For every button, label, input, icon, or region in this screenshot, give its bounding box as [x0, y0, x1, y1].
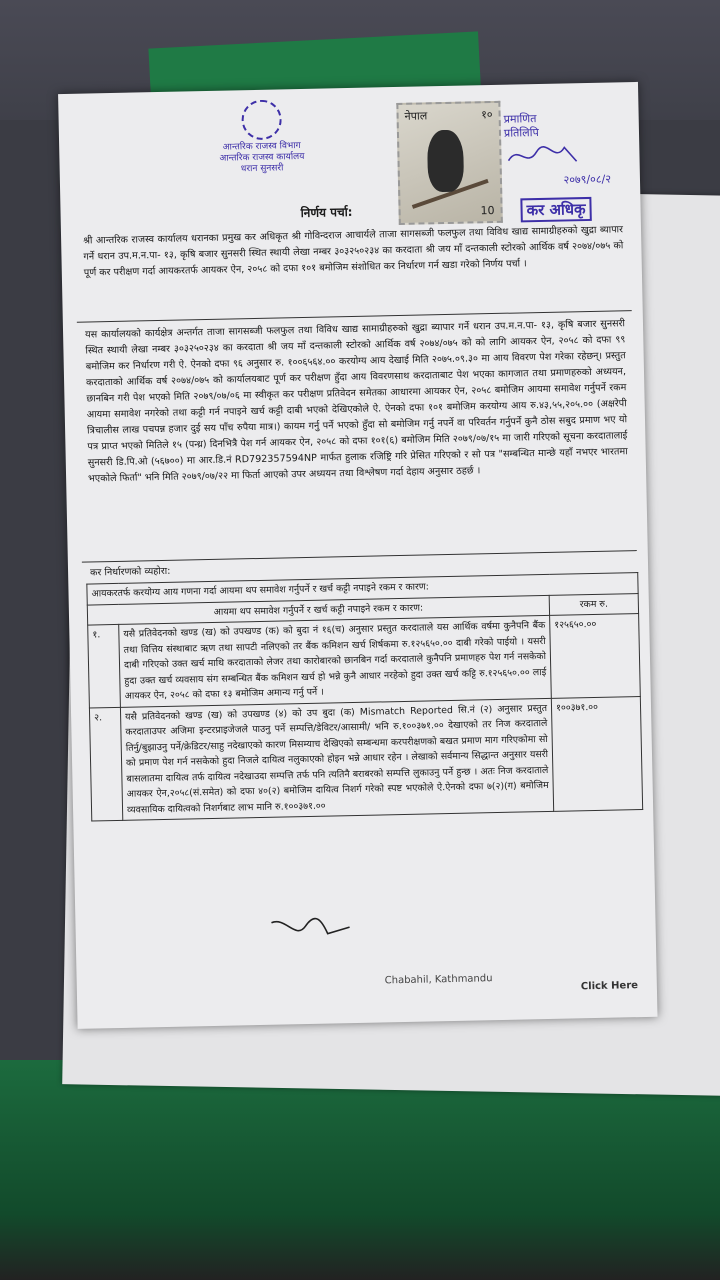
document-page: [58, 82, 657, 1029]
row-text: यसै प्रतिवेदनको खण्ड (ख) को उपखण्ड (क) को बुदा नं १६(च) अनुसार प्रस्तुत करदाताले यस आर्थिक वर्षमा कुनैपनि बैंक तथा वित्तिय संस्थाबाट ऋण तथा सापटी नलिएको तर बैंक कमिशन खर्च शिर्षकमा रु.१२५६५०.०० दाबी गरेको पाईयो । यसरी दाबी गरिएको उक्त खर्च माथि करदाताको लेजर तथा कारोबारको छानबिन गर्दा करदाताले कुनैपनि प्रमाणहरु पेश गर्न नसकेको हुदा उक्त खर्च व्यवसाय संग सम्बन्धित बैंक कमिशन खर्च हो भन्ने कुनै आधार नरहेको हुदा उक्त खर्च कट्टि रु.१२५६५०.०० लाई आयकर ऐन, २०५८ को दफा १३ बमोजिम अमान्य गर्नु पर्ने ।: [119, 615, 552, 707]
signature-icon: [265, 913, 356, 945]
footer-address: Chabahil, Kathmandu: [384, 973, 493, 987]
seal-line-3: धरान सुनसरी: [240, 163, 284, 175]
row-amount: १००३७१.००: [551, 696, 642, 811]
row-number: १.: [88, 624, 121, 707]
note-date: २०७९/०८/२: [563, 172, 612, 187]
seal-line-1: आन्तरिक राजस्व विभाग: [222, 141, 301, 153]
header-amount: रकम रु.: [549, 593, 638, 615]
handwritten-signature-icon: [504, 139, 585, 171]
office-seal: [208, 99, 315, 196]
stamp-value-top: १०: [480, 107, 493, 122]
officer-stamp: कर अधिकृ: [520, 197, 591, 222]
note-line-2: प्रतिलिपि: [503, 126, 539, 140]
click-here-link[interactable]: Click Here: [580, 980, 639, 993]
seal-line-2: आन्तरिक राजस्व कार्यालय: [219, 151, 305, 164]
bird-icon: [427, 130, 464, 193]
intro-paragraph: श्री आन्तरिक राजस्व कार्यालय धरानका प्रमुख कर अधिकृत श्री गोविन्दराज आचार्यले ताजा सागसब्जी फलफुल तथा विविध खाद्य सामाग्रीहरुको खुद्रा ब्यापार गर्ने धरान उप.म.न.पा- १३, कृषि बजार सुनसरी स्थित स्थायी लेखा नम्बर ३०३२५०२३४ का करदाता श्री जय माँ दन्तकाली स्टोरको आर्थिक वर्ष २०७४/०७५ को पूर्ण कर परीक्षण गर्दा आयकरतर्फ आयकर ऐन, २०५८ को दफा १०१ बमोजिम संशोधित कर निर्धारण गर्न खडा गरेको निर्णय पर्चा ।: [83, 224, 624, 279]
row-text: यसै प्रतिवेदनको खण्ड (ख) को उपखण्ड (४) को उप बुदा (क) Mismatch Reported सि.नं (२) अनुसार प्रस्तुत करदाताउपर अजिमा इन्टरप्राइजेजले पाउनु पर्ने सम्पत्ति/डेविटर/आसामी/ भनि रु.१००३७१.०० देखाएको तर निज करदाताले तिर्नु/बुझाउनु पर्ने/क्रेडिटर/साहु नदेखाएको कारण मिसम्याच देखिएको सम्बन्धमा करपरीक्षणको बखत प्रमाण माग गरिएकोमा सो को प्रमाण पेश गर्न नसकेको हुदा निजले दायित्व नलुकाएको होइन भन्ने आधार रहेन । लेखाको सर्वमान्य सिद्धान्त अनुसार यसरी बासलातमा दायित्व तर्फ दायित्व नदेखाउदा सम्पत्ति तर्फ पनि त्यतिनै बराबरको सम्पत्ति लुकाउनु पर्ने हुन्छ । अतः निज करदाताले आयकर ऐन,२०५८(सं.समेत) को दफा ४०(२) बमोजिम दायित्व निशर्ग गरेको स्पष्ट भएकोले ऐ.ऐनको दफा ७(२)(ग) बमोजिम व्यवसायिक दायित्वको निशर्गबाट लाभ मानि रु.१००३७१.००: [120, 698, 553, 821]
table-row: [89, 696, 642, 821]
page-title: निर्णय पर्चा:: [300, 204, 353, 221]
body-paragraph: यस कार्यालयको कार्यक्षेत्र अन्तर्गत ताजा सागसब्जी फलफुल तथा विविध खाद्य सामाग्रीहरुको खुद्रा ब्यापार गर्ने धरान उप.म.न.पा- १३, कृषि बजार सुनसरी स्थित स्थायी लेखा नम्बर ३०३२५०२३४ का करदाता श्री जय माँ दन्तकाली स्टोरको आर्थिक वर्ष २०७४/०७५ को को लागि आयकर ऐन, २०५८ को दफा ९९ बमोजिम कर निर्धारण गरी ऐ. ऐनको दफा ९६ अनुसार रु. १००६५६४.०० करयोग्य आय देखाई मिति २०७५.०९.३० मा आय विवरण पेश गरेका रहेछन्। प्रस्तुत करदाताको आर्थिक वर्ष २०७४/०७५ को कार्यालयबाट पूर्ण कर परीक्षण हुँदा आय विवरणसाथ करदाताबाट पेश भएका कागजात तथा प्रमाणहरुको अध्ययन, छानबिन गरी पेश भएको मिति २०७९/०७/०६ मा स्वीकृत कर परीक्षण प्रतिवेदन समेतका आधारमा आयकर ऐन, २०५८ बमोजिम आयमा समावेश गर्नुपर्ने रकम आयमा समावेश नगरेको तथा कट्टी गर्न नपाइने खर्च कट्टी दाबी भएको देखिएकोले ऐ. ऐनको दफा १०१ बमोजिम करयोग्य आय रु.४३,५५,२०५.०० (अक्षरेपी त्रिचालीस लाख पचपन्न हजार दुई सय पाँच रुपैया मात्र।) कायम गर्नु पर्ने भएको हुँदा सो बमोजिम गर्नु नपर्ने वा परिवर्तन गर्नुपर्ने कुनै ठोस सबुद प्रमाण भए यो पत्र प्राप्त भएको मितिले १५ (पन्ध्र) दिनभित्रै पेश गर्न आयकर ऐन, २०५८ को दफा १०१(६) बमोजिम मिति २०७९/०७/१५ मा जारी गरिएको सूचना करदातालाई सुनसरी डि.पि.ओ (५६७००) मा आर.डि.नं RD792357594NP मार्फत हुलाक रजिष्ट्रि गरि प्रेसित गरिएको र सो पत्र "सम्बन्धित मान्छे यहाँ नभएर भारतमा भएकोले फिर्ता" भनि मिति २०७९/०७/२२ मा फिर्ता आएको उपर अध्ययन तथा विश्लेषण गर्दा देहाय अनुसार ठहर्छ ।: [85, 318, 628, 485]
table-caption: आयकरतर्फ करयोग्य आय गणना गर्दा आयमा थप समावेश गर्नुपर्ने र खर्च कट्टी नपाइने रकम र कारण:: [87, 573, 638, 605]
seal-emblem-icon: [241, 99, 282, 140]
postage-stamp: [396, 101, 503, 225]
note-line-1: प्रमाणित: [503, 112, 537, 126]
assessment-table: [86, 572, 643, 822]
row-amount: १२५६५०.००: [550, 614, 641, 698]
section-label: कर निर्धारणको व्यहोरा:: [89, 565, 171, 579]
header-reason: आयमा थप समावेश गर्नुपर्ने र खर्च कट्टी नपाइने रकम र कारण:: [87, 595, 549, 625]
stamp-value-bottom: 10: [480, 203, 495, 218]
row-number: २.: [89, 707, 122, 821]
table-row: [88, 614, 641, 708]
stamp-country: नेपाल: [404, 109, 428, 123]
